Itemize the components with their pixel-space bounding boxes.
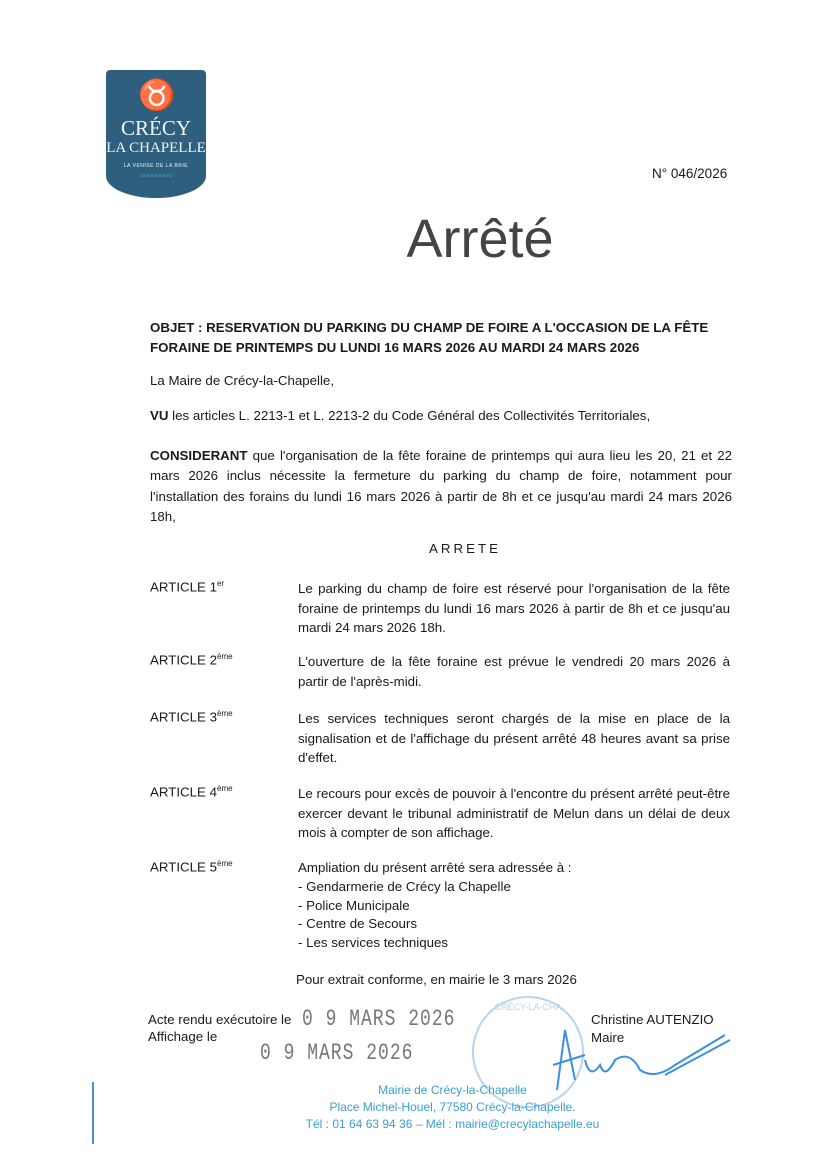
article-5-text xyxy=(298,859,730,953)
seal-text: CRÉCY-LA-CHA xyxy=(494,1002,562,1012)
footer-line: Place Michel-Houel, 77580 Crécy-la-Chapelle. xyxy=(329,1100,576,1114)
waves-icon: 〰〰〰〰 xyxy=(139,171,172,181)
decree-number: N° 046/2026 xyxy=(652,166,728,181)
considerant-text: que l'organisation de la fête foraine de printemps qui aura lieu les 20, 21 et 22 mars 2026 inclus nécessite la fermeture du parking du champ de foire, notamment pour l'installation des forains du lundi 16 mars 2026 à partir de 8h et ce jusqu'au mardi 24 mars 2026 18h, xyxy=(150,448,732,524)
article-4-label: ARTICLE 4ème xyxy=(150,784,233,800)
article-5-label: ARTICLE 5ème xyxy=(150,859,233,875)
article-1-label: ARTICLE 1er xyxy=(150,579,225,595)
emblem-icon: ♉ xyxy=(138,79,176,112)
article-5-intro: Ampliation du présent arrêté sera adressée à : xyxy=(298,860,572,875)
considerant-paragraph xyxy=(150,446,732,527)
signatory-role: Maire xyxy=(591,1030,625,1045)
article-2-text: L'ouverture de la fête foraine est prévue le vendredi 20 mars 2026 à partir de l'après-midi. xyxy=(298,654,730,689)
article-3-text: Les services techniques seront chargés de la mise en place de la signalisation et de l'affichage du présent arrêté 48 heures avant sa prise d'effet. xyxy=(298,711,730,765)
object-line: OBJET : RESERVATION DU PARKING DU CHAMP DE FOIRE A L'OCCASION DE LA FÊTE FORAINE DE PRINTEMPS DU LUNDI 16 MARS 2026 AU MARDI 24 MARS 2026 xyxy=(150,320,709,355)
footer-contact: Tél : 01 64 63 94 36 – Mél : mairie@crecylachapelle.eu xyxy=(305,1117,600,1131)
article-4-text: Le recours pour excès de pouvoir à l'encontre du présent arrêté peut-être exercer devant le tribunal administratif de Melun dans un délai de deux mois à compter de son affichage. xyxy=(298,786,730,840)
executoire-label: Acte rendu exécutoire le xyxy=(148,1012,292,1027)
recipient-item: - Gendarmerie de Crécy la Chapelle xyxy=(298,878,511,894)
article-3-label: ARTICLE 3ème xyxy=(150,709,233,725)
extrait-conforme: Pour extrait conforme, en mairie le 3 mars 2026 xyxy=(296,972,577,987)
logo-tagline: LA VENISE DE LA BRIE xyxy=(123,163,189,169)
vu-text: les articles L. 2213-1 et L. 2213-2 du Code Général des Collectivités Territoriales, xyxy=(168,408,651,423)
article-1-text: Le parking du champ de foire est réservé pour l'organisation de la fête foraine de printemps du lundi 16 mars 2026 à partir de 8h et ce jusqu'au mardi 24 mars 2026 18h. xyxy=(298,581,730,635)
intro: La Maire de Crécy-la-Chapelle, xyxy=(150,373,335,388)
vu-paragraph xyxy=(150,406,732,426)
affichage-label: Affichage le xyxy=(148,1029,218,1044)
footer-address xyxy=(200,1082,705,1133)
recipient-item: - Centre de Secours xyxy=(298,916,417,932)
arrete-heading: ARRETE xyxy=(429,541,501,556)
vu-label: VU xyxy=(150,408,169,423)
affichage-date-stamp: 0 9 MARS 2026 xyxy=(260,1041,414,1067)
recipient-item: - Les services techniques xyxy=(298,935,449,951)
executoire-date-stamp: 0 9 MARS 2026 xyxy=(302,1007,456,1033)
recipient-item: - Police Municipale xyxy=(298,897,410,913)
page-title: Arrêté xyxy=(406,209,554,269)
considerant-label: CONSIDERANT xyxy=(150,448,248,463)
logo-line2: LA CHAPELLE xyxy=(106,140,206,156)
footer-line: Mairie de Crécy-la-Chapelle xyxy=(378,1083,527,1097)
article-2-label: ARTICLE 2ème xyxy=(150,652,233,668)
signatory-name: Christine AUTENZIO xyxy=(591,1012,714,1027)
margin-line xyxy=(92,1082,94,1144)
logo-line1: CRÉCY xyxy=(120,116,191,140)
town-logo xyxy=(106,70,206,198)
